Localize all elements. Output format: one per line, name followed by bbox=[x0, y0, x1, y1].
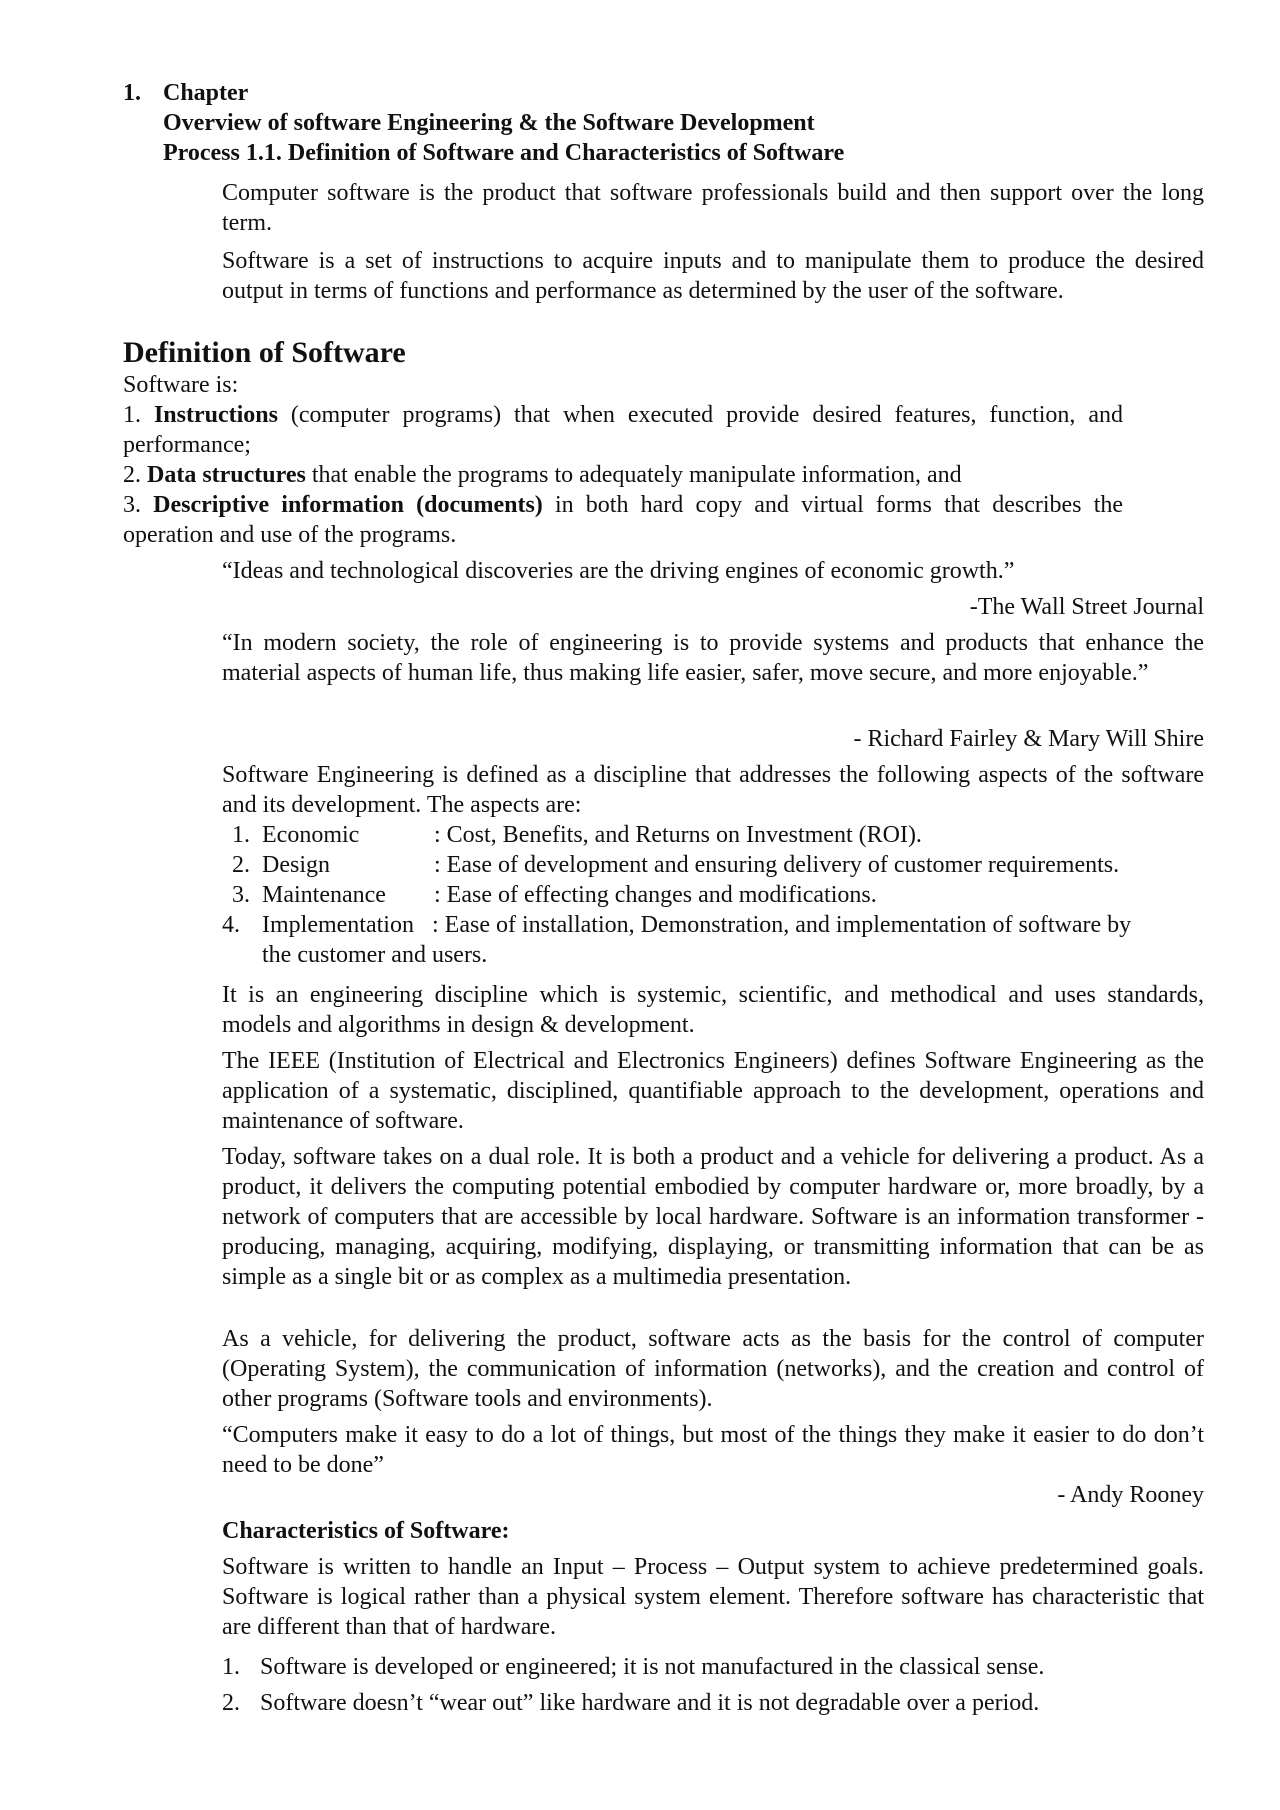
aspect-item bbox=[222, 880, 1222, 910]
ieee-paragraph: The IEEE (Institution of Electrical and Electronics Engineers) defines Software Engineering as the application of a systematic, disciplined, quantifiable approach to the development, operations and maintenance of software. bbox=[222, 1048, 1204, 1134]
list-item bbox=[222, 1652, 1222, 1688]
se-intro-paragraph: Software Engineering is defined as a discipline that addresses the following aspects of the software and its development. The aspects are: bbox=[222, 762, 1204, 818]
aspect-desc: : Ease of effecting changes and modifications. bbox=[434, 882, 877, 908]
intro-paragraph-2: Software is a set of instructions to acquire inputs and to manipulate them to produce the desired output in terms of functions and performance as determined by the user of the software. bbox=[222, 248, 1204, 304]
list-item-number: 2. bbox=[222, 1690, 240, 1716]
discipline-paragraph: It is an engineering discipline which is systemic, scientific, and methodical and uses standards, models and algorithms in design & development. bbox=[222, 982, 1204, 1038]
definition-item-number: 2. bbox=[123, 462, 141, 488]
aspect-number: 2. bbox=[232, 852, 250, 878]
definition-item-text: that enable the programs to adequately manipulate information, and bbox=[305, 462, 962, 488]
aspects-list bbox=[222, 820, 1222, 970]
aspect-name: Design bbox=[262, 852, 330, 878]
aspect-number: 3. bbox=[232, 882, 250, 908]
intro-paragraph-1: Computer software is the product that software professionals build and then support over the long term. bbox=[222, 180, 1204, 236]
quote-2: “In modern society, the role of engineering is to provide systems and products that enhance the material aspects of human life, thus making life easier, safer, move secure, and more enjoyable.” bbox=[222, 630, 1204, 686]
definition-item-term: Descriptive information (documents) bbox=[153, 492, 543, 518]
quote-3: “Computers make it easy to do a lot of things, but most of the things they make it easier to do don’t need to be done” bbox=[222, 1422, 1204, 1478]
aspect-name: Maintenance bbox=[262, 882, 386, 908]
aspect-desc: : Cost, Benefits, and Returns on Investment (ROI). bbox=[434, 822, 922, 848]
list-item bbox=[222, 1688, 1222, 1724]
definition-item-term: Instructions bbox=[153, 402, 278, 428]
definition-item-number: 3. bbox=[123, 492, 141, 518]
aspect-desc-continuation: the customer and users. bbox=[262, 942, 488, 968]
dual-role-paragraph: Today, software takes on a dual role. It is both a product and a vehicle for delivering a product. As a product, it delivers the computing potential embodied by computer hardware or, more broadly, by a network of computers that are accessible by local hardware. Software is an information transformer - producing, managing, acquiring, modifying, displaying, or transmitting information that can be as simple as a single bit or as complex as a multimedia presentation. bbox=[222, 1144, 1204, 1290]
quote-1: “Ideas and technological discoveries are the driving engines of economic growth.” bbox=[222, 558, 1015, 584]
definition-item-term: Data structures bbox=[147, 462, 306, 488]
quote-1-source: -The Wall Street Journal bbox=[969, 594, 1204, 620]
definition-item-2 bbox=[123, 460, 1123, 490]
aspect-number: 1. bbox=[232, 822, 250, 848]
vehicle-paragraph: As a vehicle, for delivering the product, software acts as the basis for the control of computer (Operating System), the communication of information (networks), and the creation and control of other programs (Software tools and environments). bbox=[222, 1326, 1204, 1412]
quote-3-source: - Andy Rooney bbox=[1057, 1482, 1204, 1508]
list-item-text: Software is developed or engineered; it is not manufactured in the classical sense. bbox=[260, 1654, 1045, 1680]
definition-item-text: (computer programs) that when executed provide desired features, function, and performance; bbox=[123, 402, 1123, 458]
characteristics-list bbox=[222, 1652, 1222, 1724]
chapter-title: Chapter bbox=[163, 80, 249, 106]
chapter-subtitle-line1: Overview of software Engineering & the Software Development bbox=[163, 110, 815, 136]
definition-item-3 bbox=[123, 490, 1123, 550]
aspect-desc: : Ease of development and ensuring delivery of customer requirements. bbox=[434, 852, 1120, 878]
characteristics-intro: Software is written to handle an Input – Process – Output system to achieve predetermined goals. Software is logical rather than a physical system element. Therefore software has characteristic that are different than that of hardware. bbox=[222, 1554, 1204, 1640]
definition-item-number: 1. bbox=[123, 402, 141, 428]
aspect-item bbox=[222, 850, 1222, 880]
definition-item-text: in both hard copy and virtual forms that describes the operation and use of the programs. bbox=[123, 492, 1124, 548]
definition-item-1 bbox=[123, 400, 1123, 460]
definition-lead: Software is: bbox=[123, 372, 239, 398]
aspect-desc: : Ease of installation, Demonstration, and implementation of software by bbox=[432, 912, 1132, 938]
quote-2-source: - Richard Fairley & Mary Will Shire bbox=[853, 726, 1204, 752]
list-item-number: 1. bbox=[222, 1654, 240, 1680]
aspect-item bbox=[222, 820, 1222, 850]
list-item-text: Software doesn’t “wear out” like hardware and it is not degradable over a period. bbox=[260, 1690, 1040, 1716]
characteristics-heading: Characteristics of Software: bbox=[222, 1518, 510, 1544]
aspect-name: Economic bbox=[262, 822, 360, 848]
definition-heading: Definition of Software bbox=[123, 336, 406, 369]
chapter-number: 1. bbox=[123, 80, 141, 106]
aspect-number: 4. bbox=[222, 912, 240, 938]
aspect-name: Implementation bbox=[262, 912, 414, 938]
chapter-subtitle-line2: Process 1.1. Definition of Software and Characteristics of Software bbox=[163, 140, 845, 166]
aspect-item bbox=[222, 910, 1222, 940]
